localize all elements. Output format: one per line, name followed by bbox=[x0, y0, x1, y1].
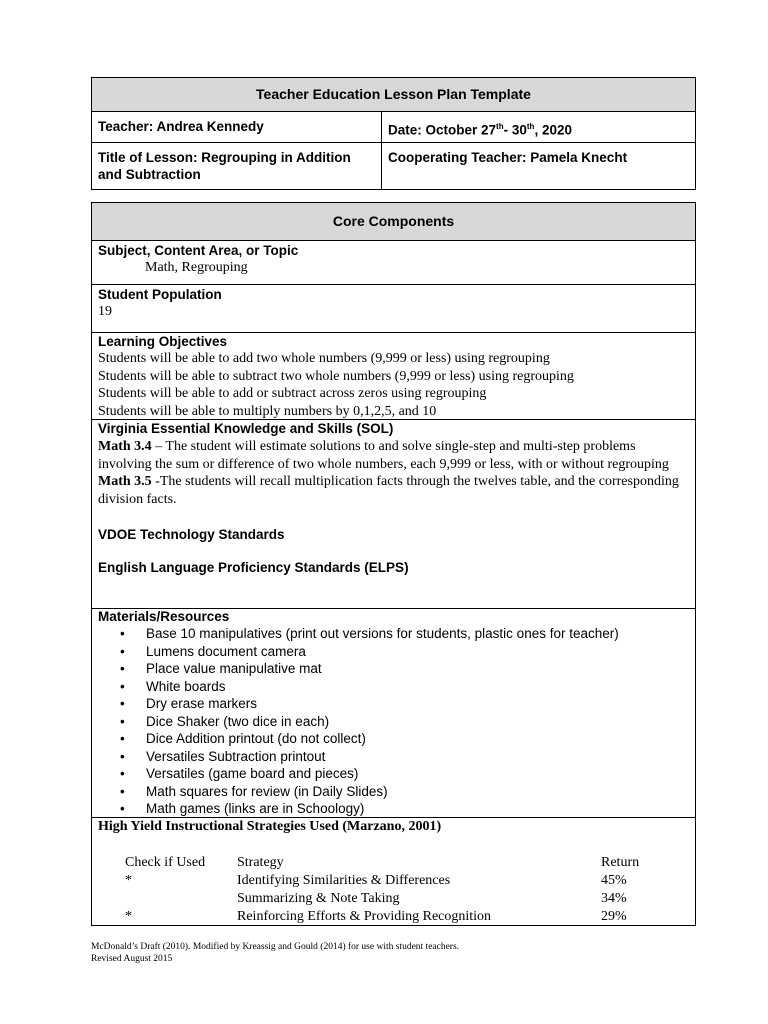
list-item: • Math squares for review (in Daily Slides) bbox=[98, 783, 689, 801]
cooperating-teacher: Cooperating Teacher: Pamela Knecht bbox=[388, 150, 628, 165]
strategies-label: High Yield Instructional Strategies Used (Marzano, 2001) bbox=[98, 819, 442, 834]
list-item: • Dry erase markers bbox=[98, 695, 689, 713]
elps-label: English Language Proficiency Standards (ELPS) bbox=[98, 560, 409, 575]
list-item: • Versatiles Subtraction printout bbox=[98, 748, 689, 766]
objective-item: Students will be able to add two whole numbers (9,999 or less) using regrouping bbox=[98, 351, 550, 366]
strategy-check: * bbox=[125, 873, 132, 888]
subject-label: Subject, Content Area, or Topic bbox=[98, 243, 299, 258]
list-item: • Dice Shaker (two dice in each) bbox=[98, 713, 689, 731]
template-title: Teacher Education Lesson Plan Template bbox=[92, 78, 695, 111]
core-components-heading: Core Components bbox=[92, 203, 695, 240]
teacher-name: Teacher: Andrea Kennedy bbox=[98, 119, 264, 134]
subject-section bbox=[92, 242, 695, 277]
materials-list bbox=[98, 625, 689, 818]
strategy-check: * bbox=[125, 909, 132, 924]
population-section bbox=[92, 286, 695, 321]
subject-value: Math, Regrouping bbox=[145, 260, 248, 275]
strategy-return: 45% bbox=[601, 873, 627, 888]
list-item: • White boards bbox=[98, 678, 689, 696]
lesson-date: Date: October 27th- 30th, 2020 bbox=[388, 122, 572, 138]
list-item: • Versatiles (game board and pieces) bbox=[98, 765, 689, 783]
materials-label: Materials/Resources bbox=[98, 609, 230, 624]
sol-section bbox=[92, 420, 695, 576]
strategy-return: 34% bbox=[601, 891, 627, 906]
strategy-name: Reinforcing Efforts & Providing Recognition bbox=[237, 909, 492, 924]
lesson-header-table bbox=[91, 77, 696, 190]
strategies-header-return: Return bbox=[601, 855, 640, 870]
strategies-section bbox=[92, 818, 695, 836]
objectives-label: Learning Objectives bbox=[98, 334, 228, 349]
population-value: 19 bbox=[98, 304, 112, 319]
objective-item: Students will be able to subtract two whole numbers (9,999 or less) using regrouping bbox=[98, 368, 574, 384]
list-item: • Lumens document camera bbox=[98, 643, 689, 661]
objectives-section bbox=[92, 333, 695, 420]
core-components-table bbox=[91, 202, 696, 926]
population-label: Student Population bbox=[98, 287, 222, 302]
sol-label: Virginia Essential Knowledge and Skills (SOL) bbox=[98, 421, 394, 436]
strategy-name: Identifying Similarities & Differences bbox=[237, 873, 451, 888]
footer-revised: Revised August 2015 bbox=[91, 954, 173, 964]
strategy-return: 29% bbox=[601, 909, 627, 924]
strategy-name: Summarizing & Note Taking bbox=[237, 891, 400, 906]
strategies-header-strategy: Strategy bbox=[237, 855, 284, 870]
vdoe-label: VDOE Technology Standards bbox=[98, 527, 285, 542]
objective-item: Students will be able to add or subtract across zeros using regrouping bbox=[98, 386, 487, 401]
sol-math-3-4: Math 3.4 – The student will estimate solutions to and solve single-step and multi-step problems involving the sum or difference of two whole numbers, each 9,999 or less, with or without regrouping bbox=[98, 439, 669, 472]
list-item: • Dice Addition printout (do not collect) bbox=[98, 730, 689, 748]
list-item: • Math games (links are in Schoology) bbox=[98, 800, 689, 818]
footer-credit: McDonald’s Draft (2010). Modified by Kreassig and Gould (2014) for use with student teachers. bbox=[91, 942, 460, 952]
list-item: • Place value manipulative mat bbox=[98, 660, 689, 678]
lesson-title: Title of Lesson: Regrouping in Addition and Subtraction bbox=[98, 150, 351, 182]
strategies-header-check: Check if Used bbox=[125, 855, 206, 870]
materials-section bbox=[92, 608, 695, 818]
objective-item: Students will be able to multiply numbers by 0,1,2,5, and 10 bbox=[98, 403, 437, 419]
list-item: • Base 10 manipulatives (print out versions for students, plastic ones for teacher) bbox=[98, 625, 689, 643]
sol-math-3-5: Math 3.5 -The students will recall multiplication facts through the twelves table, and the corresponding division facts. bbox=[98, 474, 679, 507]
